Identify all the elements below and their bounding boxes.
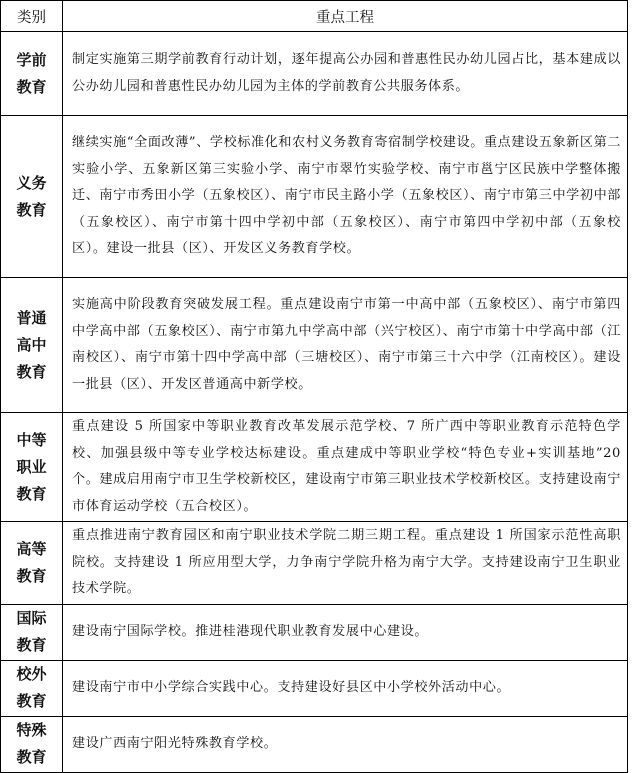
category-cell (1, 32, 63, 116)
category-label: 高中 (16, 335, 47, 354)
header-project: 重点工程 (63, 1, 628, 32)
category-label: 教育 (16, 362, 47, 381)
project-cell: 建设南宁国际学校。推进桂港现代职业教育发展中心建设。 (63, 604, 628, 660)
project-cell: 实施高中阶段教育突破发展工程。重点建设南宁市第一中高中部（五象校区）、南宁市第四中学高中部（五象校区）、南宁市第九中学高中部（兴宁校区）、南宁市第十中学高中部（江南校区）、南宁市第十四中学高中部（三塘校区）、南宁市第三十六中学（江南校区）。建设一批县（区）、开发区普通高中新学校。 (63, 278, 628, 413)
category-cell (1, 278, 63, 413)
category-label: 教育 (16, 77, 47, 96)
category-label: 职业 (16, 457, 47, 476)
category-label: 国际 (16, 609, 47, 627)
category-label: 教育 (16, 692, 47, 710)
category-label: 学前 (16, 50, 47, 69)
table-row (1, 660, 628, 716)
category-label: 高等 (16, 539, 47, 558)
table-row (1, 32, 628, 116)
table-row (1, 413, 628, 522)
table-row (1, 522, 628, 605)
category-label: 教育 (16, 636, 47, 654)
category-cell (1, 116, 63, 278)
category-cell (1, 660, 63, 716)
category-label: 中等 (16, 430, 47, 449)
category-label: 普通 (16, 308, 47, 327)
table-header-row (1, 1, 628, 32)
category-cell (1, 413, 63, 522)
category-label: 校外 (16, 665, 47, 683)
table-row (1, 116, 628, 278)
category-label: 教育 (16, 484, 47, 503)
table-row (1, 604, 628, 660)
category-cell (1, 604, 63, 660)
category-label: 特殊 (16, 721, 47, 739)
table-row (1, 278, 628, 413)
project-cell: 制定实施第三期学前教育行动计划，逐年提高公办园和普惠性民办幼儿园占比，基本建成以公办幼儿园和普惠性民办幼儿园为主体的学前教育公共服务体系。 (63, 32, 628, 116)
category-label: 教育 (16, 748, 47, 766)
project-cell: 继续实施“全面改薄”、学校标准化和农村义务教育寄宿制学校建设。重点建设五象新区第二实验小学、五象新区第三实验小学、南宁市翠竹实验学校、南宁市邕宁区民族中学整体搬迁、南宁市秀田小学（五象校区）、南宁市民主路小学（五象校区）、南宁市第三中学初中部（五象校区）、南宁市第十四中学初中部（五象校区）、南宁市第四中学初中部（五象校区）。建设一批县（区）、开发区义务教育学校。 (63, 116, 628, 278)
project-cell: 重点推进南宁教育园区和南宁职业技术学院二期三期工程。重点建设 1 所国家示范性高职院校。支持建设 1 所应用型大学，力争南宁学院升格为南宁大学。支持建设南宁卫生职业技术学院。 (63, 522, 628, 605)
project-cell: 重点建设 5 所国家中等职业教育改革发展示范学校、7 所广西中等职业教育示范特色学校、加强县级中等专业学校达标建设。重点建成中等职业学校“特色专业+实训基地”20 个。建成启用南宁市卫生学校新校区，建设南宁市第三职业技术学校新校区。支持建设南宁市体育运动学校（五合校区）。 (63, 413, 628, 522)
header-category: 类别 (1, 1, 63, 32)
project-cell: 建设南宁市中小学综合实践中心。支持建设好县区中小学校外活动中心。 (63, 660, 628, 716)
category-label: 教育 (16, 566, 47, 585)
category-cell (1, 522, 63, 605)
category-label: 义务 (16, 173, 47, 192)
category-label: 教育 (16, 200, 47, 219)
project-cell: 建设广西南宁阳光特殊教育学校。 (63, 716, 628, 772)
